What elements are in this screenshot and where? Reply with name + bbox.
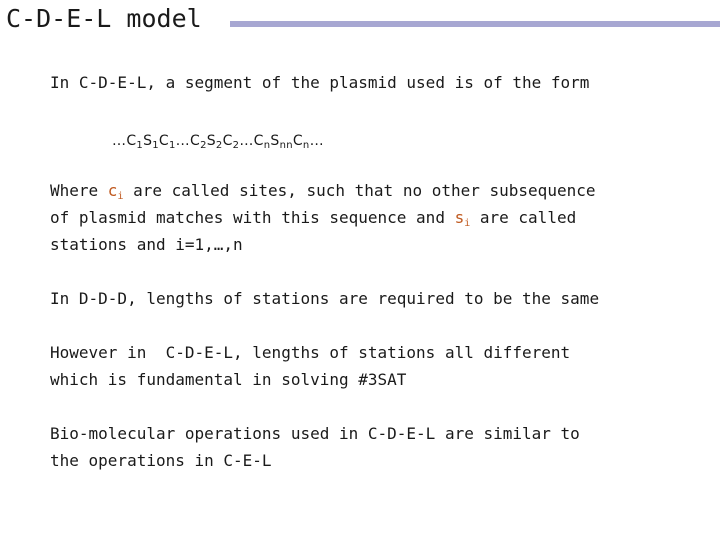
seq-ellipsis: … <box>112 133 127 149</box>
paragraph-sites-stations <box>50 177 710 258</box>
seq-c1b-sub: 1 <box>169 140 176 151</box>
seq-cnb-sub: n <box>302 140 310 151</box>
text-line: which is fundamental in solving #3SAT <box>50 370 407 389</box>
sequence-formula <box>112 133 324 149</box>
seq-c2b-sub: 2 <box>232 140 240 151</box>
seq-s1: S <box>143 133 153 149</box>
text-line: stations and i=1,…,n <box>50 235 243 254</box>
seq-c2: C <box>189 133 201 149</box>
seq-c1b: C <box>158 133 169 149</box>
text-run: are called sites, such that no other subsequence <box>123 181 596 200</box>
text-run: are called <box>470 208 577 227</box>
paragraph-plasmid-segment: In C-D-E-L, a segment of the plasmid used is of the form <box>50 73 590 92</box>
paragraph-ddd: In D-D-D, lengths of stations are required to be the same <box>50 289 600 308</box>
seq-c2b: C <box>222 133 233 149</box>
text-line: However in C-D-E-L, lengths of stations all different <box>50 343 571 362</box>
text-line: Bio-molecular operations used in C-D-E-L are similar to <box>50 424 580 443</box>
seq-ellipsis: … <box>175 133 190 149</box>
text-line <box>50 204 710 231</box>
seq-s2-sub: 2 <box>215 140 223 151</box>
seq-sn: S <box>270 133 280 149</box>
s-letter: s <box>454 208 465 227</box>
text-line: the operations in C-E-L <box>50 451 272 470</box>
title-row <box>0 4 720 34</box>
seq-ellipsis: … <box>239 133 254 149</box>
seq-sn-sub: nn <box>279 140 293 151</box>
paragraph-biomolecular <box>50 420 710 474</box>
slide-title: C-D-E-L model <box>6 4 202 33</box>
text-run: Where <box>50 181 108 200</box>
seq-s1-sub: 1 <box>152 140 159 151</box>
seq-ellipsis: … <box>309 133 324 149</box>
text-line <box>50 177 710 204</box>
paragraph-cdel-lengths <box>50 339 710 393</box>
s-subscript: i <box>464 218 471 229</box>
seq-c2-sub: 2 <box>200 140 207 151</box>
c-letter: c <box>107 181 118 200</box>
c-subscript: i <box>117 191 124 202</box>
seq-c1: C <box>126 133 137 149</box>
c-variable <box>108 181 124 200</box>
seq-c1-sub: 1 <box>136 140 144 151</box>
seq-s2: S <box>206 133 216 149</box>
text-run: of plasmid matches with this sequence and <box>50 208 455 227</box>
s-variable <box>455 208 471 227</box>
seq-cn-sub: n <box>263 140 271 151</box>
seq-cn: C <box>253 133 264 149</box>
seq-cnb: C <box>292 133 303 149</box>
title-underline-bar <box>230 21 720 27</box>
